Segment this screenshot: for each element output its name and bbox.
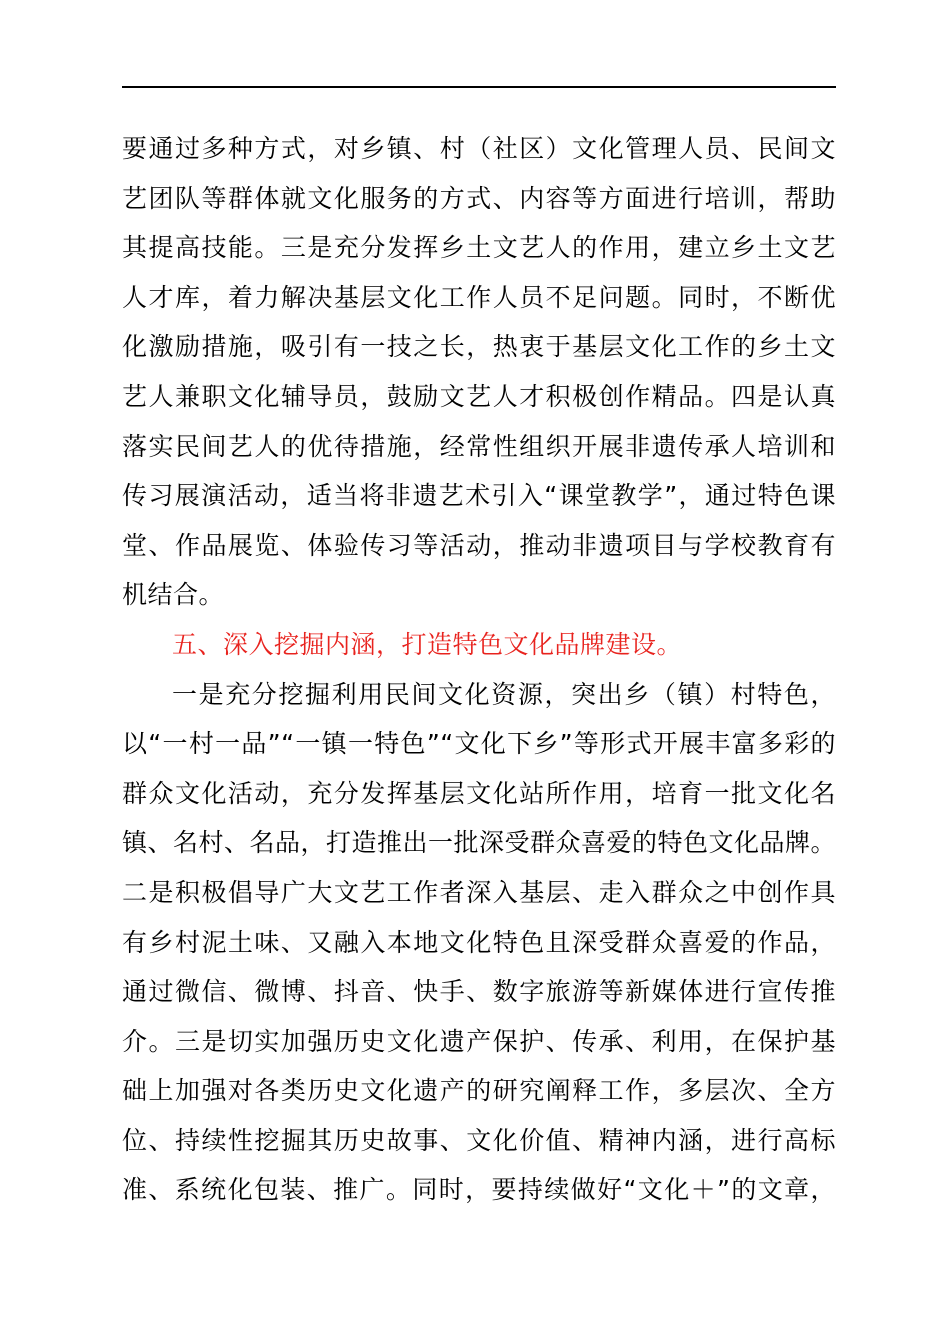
paragraph-line: 传习展演活动，适当将非遗艺术引入“课堂教学”，通过特色课 <box>122 481 836 511</box>
paragraph-line: 化激励措施，吸引有一技之长，热衷于基层文化工作的乡土文 <box>122 332 836 362</box>
paragraph-line: 通过微信、微博、抖音、快手、数字旅游等新媒体进行宣传推 <box>122 977 836 1007</box>
paragraph-line: 人才库，着力解决基层文化工作人员不足问题。同时，不断优 <box>122 282 836 312</box>
paragraph-line: 艺团队等群体就文化服务的方式、内容等方面进行培训，帮助 <box>122 183 836 213</box>
paragraph-line: 其提高技能。三是充分发挥乡土文艺人的作用，建立乡土文艺 <box>122 233 836 263</box>
document-body <box>122 124 836 1215</box>
paragraph-line: 础上加强对各类历史文化遗产的研究阐释工作，多层次、全方 <box>122 1076 836 1106</box>
paragraph-line: 有乡村泥土味、又融入本地文化特色且深受群众喜爱的作品， <box>122 927 836 957</box>
paragraph-line: 群众文化活动，充分发挥基层文化站所作用，培育一批文化名 <box>122 778 836 808</box>
paragraph-line: 艺人兼职文化辅导员，鼓励文艺人才积极创作精品。四是认真 <box>122 381 836 411</box>
paragraph-line: 落实民间艺人的优待措施，经常性组织开展非遗传承人培训和 <box>122 431 836 461</box>
paragraph-line: 镇、名村、名品，打造推出一批深受群众喜爱的特色文化品牌。 <box>122 828 837 858</box>
paragraph-line: 准、系统化包装、推广。同时，要持续做好“文化＋”的文章， <box>122 1175 836 1205</box>
header-rule <box>122 86 836 88</box>
section-heading: 五、深入挖掘内涵，打造特色文化品牌建设。 <box>172 629 683 659</box>
paragraph-line: 以“一村一品”“一镇一特色”“文化下乡”等形式开展丰富多彩的 <box>122 729 836 759</box>
paragraph-line: 一是充分挖掘利用民间文化资源，突出乡（镇）村特色， <box>172 679 836 709</box>
paragraph-line: 堂、作品展览、体验传习等活动，推动非遗项目与学校教育有 <box>122 530 836 560</box>
paragraph-line: 二是积极倡导广大文艺工作者深入基层、走入群众之中创作具 <box>122 877 836 907</box>
paragraph-line: 位、持续性挖掘其历史故事、文化价值、精神内涵，进行高标 <box>122 1125 836 1155</box>
paragraph-line: 机结合。 <box>122 580 225 610</box>
paragraph-section-five <box>122 670 836 1216</box>
paragraph-line: 介。三是切实加强历史文化遗产保护、传承、利用，在保护基 <box>122 1026 836 1056</box>
paragraph-continued <box>122 124 836 620</box>
paragraph-line: 要通过多种方式，对乡镇、村（社区）文化管理人员、民间文 <box>122 134 836 163</box>
